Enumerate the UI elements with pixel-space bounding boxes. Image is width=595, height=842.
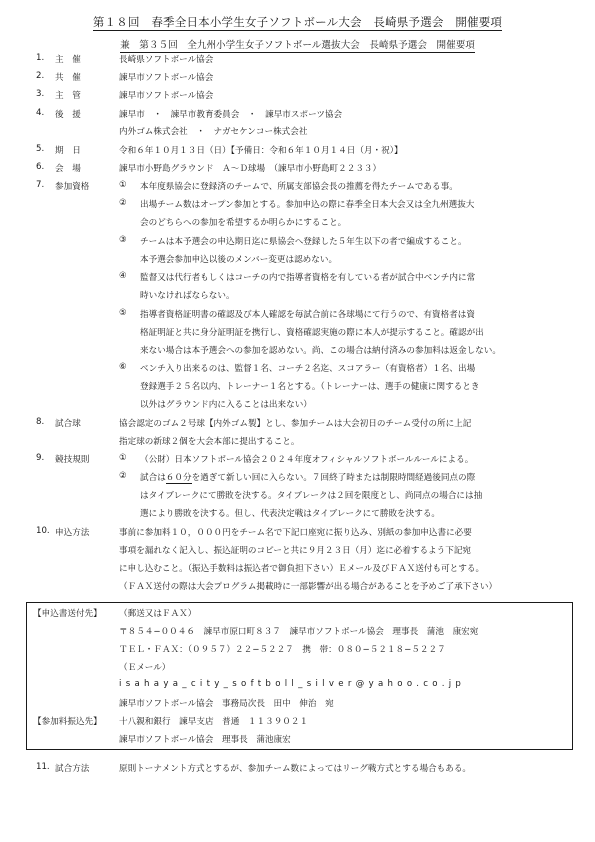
qualification-line: 本予選会参加申込以後のメンバー変更は認めない。 [140, 255, 338, 265]
item-application-text-3: に申し込むこと。（振込手数料は振込者で御負担下さい）Ｅメール及びＦＡＸ送付も可とする。 [119, 564, 485, 574]
item-number: 9. [36, 453, 45, 463]
time-limit: ６０分 [165, 473, 192, 483]
item-label-ball: 試合球 [55, 419, 81, 429]
rule-line: 選により勝敗を決する。但し、代表決定戦はタイブレークにて勝敗を決する。 [140, 509, 441, 519]
item-format-text: 原則トーナメント方式とするが、参加チーム数によってはリーグ戦方式とする場合もある。 [119, 764, 472, 774]
qualification-line: ベンチ入り出来るのは、監督１名、コーチ２名迄、スコアラー（有資格者）１名、出場 [140, 364, 476, 374]
document-subtitle: 兼 第３５回 全九州小学生女子ソフトボール選抜大会 長崎県予選会 開催要項 [120, 40, 475, 51]
item-organizer-text: 諫早市ソフトボール協会 [119, 91, 214, 101]
qualification-mark: ⑥ [119, 362, 127, 372]
phone-fax: ＴＥＬ・ＦＡＸ：（０９５７）２２−５２２７ 携 帯：０８０−５２１８−５２２７ [119, 645, 446, 655]
item-sponsor-text: 長崎県ソフトボール協会 [119, 55, 214, 65]
rule-line: （公財）日本ソフトボール協会２０２４年度オフィシャルソフトボールルールによる。 [140, 455, 474, 465]
rule-mark: ② [119, 471, 127, 481]
qualification-line: 登録選手２５名以内、トレーナー１名とする。（トレーナーは、選手の健康に関するとき [140, 382, 480, 392]
item-number: 8. [36, 417, 45, 427]
item-application-text-4: （ＦＡＸ送付の際は大会プログラム掲載時に一部影響が出る場合があることを予めご了承下さい） [119, 582, 498, 592]
item-number: 7. [36, 180, 45, 190]
item-label-venue: 会 場 [55, 164, 81, 174]
item-label-application: 申込方法 [55, 528, 90, 538]
item-number: 1. [36, 53, 45, 63]
item-label-cosponsor: 共 催 [55, 73, 81, 83]
contact-box [26, 602, 573, 750]
item-label-sponsor: 主 催 [55, 55, 81, 65]
item-number: 5. [36, 144, 45, 154]
qualification-line: チームは本予選会の申込期日迄に県協会へ登録した５年生以下の者で編成すること。 [140, 237, 467, 247]
item-label-organizer: 主 管 [55, 91, 81, 101]
qualification-line: 本年度県協会に登録済のチームで、所属支部協会長の推薦を得たチームである事。 [140, 182, 458, 192]
qualification-line: 監督又は代行者もしくはコーチの内で指導者資格を有している者が試合中ベンチ内に常 [140, 273, 476, 283]
item-label-format: 試合方法 [55, 764, 90, 774]
item-number: 4. [36, 108, 45, 118]
document-title: 第１８回 春季全日本小学生女子ソフトボール大会 長崎県予選会 開催要項 [92, 15, 503, 29]
submit-label: 【申込書送付先】 [33, 609, 102, 619]
item-number: 11. [36, 762, 50, 772]
qualification-line: 時いなければならない。 [140, 291, 235, 301]
email-label: （Ｅメール） [119, 663, 171, 673]
item-number: 3. [36, 89, 45, 99]
fee-label: 【参加料振込先】 [33, 717, 102, 727]
qualification-mark: ④ [119, 271, 127, 281]
account-holder: 諫早市ソフトボール協会 理事長 蒲池康宏 [119, 735, 291, 745]
rule-line: 試合は６０分を過ぎて新しい回に入らない。７回終了時または制限時間経過後同点の際 [140, 473, 476, 483]
qualification-line: 以外はグラウンド内に入ることは出来ない） [140, 400, 312, 410]
bank-account: 十八親和銀行 諫早支店 普通 １１３９０２１ [119, 717, 309, 727]
mailing-address: 〒８５４−００４６ 諫早市原口町８３７ 諫早市ソフトボール協会 理事長 蒲池 康宏宛 [119, 627, 479, 637]
item-label-rules: 競技規則 [55, 455, 90, 465]
item-support-text: 諫早市 ・ 諫早市教育委員会 ・ 諫早市スポーツ協会 [119, 110, 343, 120]
qualification-mark: ① [119, 180, 127, 190]
item-venue-text: 諫早市小野島グラウンド Ａ～Ｄ球場 （諫早市小野島町２２３３） [119, 164, 382, 174]
item-label-qualification: 参加資格 [55, 182, 90, 192]
submit-method: （郵送又はＦＡＸ） [119, 609, 197, 619]
item-support-text-2: 内外ゴム株式会社 ・ ナガセケンコー株式会社 [119, 127, 308, 137]
item-number: 10. [36, 526, 50, 536]
qualification-mark: ② [119, 198, 127, 208]
rule-line: はタイブレークにて勝敗を決する。タイブレークは２回を限度とし、尚同点の場合には抽 [140, 491, 483, 501]
qualification-mark: ③ [119, 235, 127, 245]
qualification-line: 出場チーム数はオープン参加とする。参加申込の際に春季全日本大会又は全九州選抜大 [140, 200, 475, 210]
item-label-date: 期 日 [55, 146, 81, 156]
item-application-text: 事前に参加料１０，０００円をチーム名で下記口座宛に振り込み、別紙の参加申込書に必要 [119, 528, 472, 538]
email-address[interactable]: isahaya_city_softboll_silver@yahoo.co.jp [119, 679, 466, 689]
rule-mark: ① [119, 453, 127, 463]
item-number: 2. [36, 71, 45, 81]
item-date-text: 令和６年１０月１３日（日）【予備日：令和６年１０月１４日（月・祝）】 [119, 146, 403, 156]
contact-person: 諫早市ソフトボール協会 事務局次長 田中 伸治 宛 [119, 699, 334, 709]
item-number: 6. [36, 162, 45, 172]
item-ball-text: 協会認定のゴム２号球【内外ゴム製】とし、参加チームは大会初日のチーム受付の所に上記 [119, 419, 472, 429]
qualification-line: 来ない場合は本予選会への参加を認めない。尚、この場合は納付済みの参加料は返金しない。 [140, 346, 501, 356]
qualification-mark: ⑤ [119, 308, 127, 318]
qualification-line: 会のどちらへの参加を希望するか明らかにすること。 [140, 218, 347, 228]
item-label-support: 後 援 [55, 110, 81, 120]
item-application-text-2: 事項を漏れなく記入し、振込証明のコピーと共に９月２３日（月）迄に必着するよう下記宛 [119, 546, 472, 556]
item-cosponsor-text: 諫早市ソフトボール協会 [119, 73, 214, 83]
qualification-line: 格証明証と共に身分証明証を携行し、資格確認実施の際に本人が提示すること。確認が出 [140, 328, 484, 338]
item-ball-text-2: 指定球の新球２個を大会本部に提出すること。 [119, 437, 300, 447]
qualification-line: 指導者資格証明書の確認及び本人確認を毎試合前に各球場にて行うので、有資格者は資 [140, 310, 475, 320]
